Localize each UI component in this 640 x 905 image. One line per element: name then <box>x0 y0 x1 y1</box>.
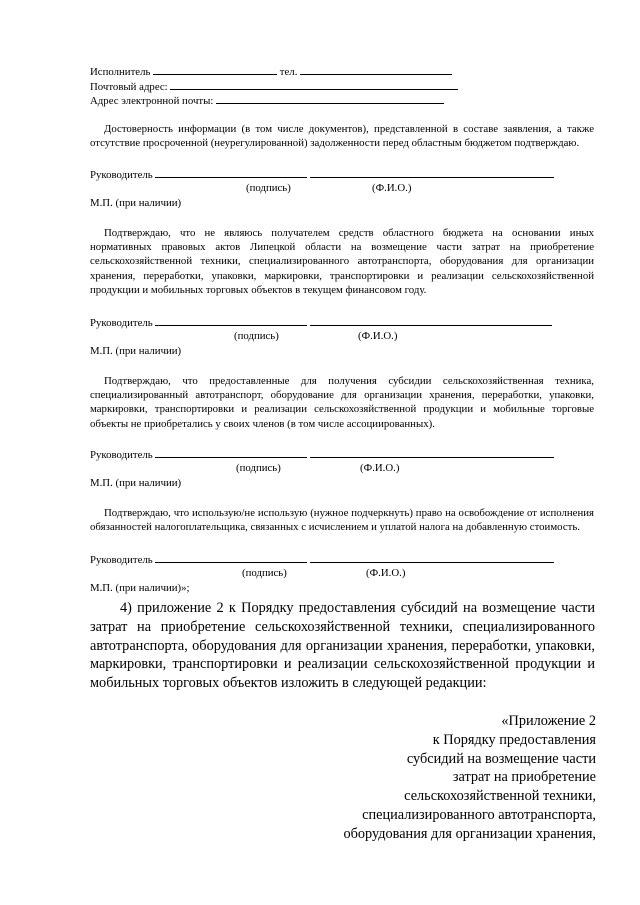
appendix-header <box>196 712 596 844</box>
appendix-line: сельскохозяйственной техники, <box>404 788 596 805</box>
head-label: Руководитель <box>90 449 153 461</box>
signature-field[interactable] <box>155 446 307 458</box>
email-label: Адрес электронной почты: <box>90 95 214 107</box>
name-field[interactable] <box>310 314 500 326</box>
name-field[interactable] <box>310 551 554 563</box>
signature-field[interactable] <box>155 314 307 326</box>
appendix-line: затрат на приобретение <box>452 769 596 786</box>
signature-field[interactable] <box>155 551 307 563</box>
name-field-ext[interactable] <box>500 314 552 326</box>
appendix-line: оборудования для организации хранения, <box>343 825 596 842</box>
amendment-text: 4) приложение 2 к Порядку предоставления субсидий на возмещение части затрат на приобретение сельскохозяйственной техники, специализированного автотранспорта, оборудования для организации хранения, переработки, упаковки, маркировки, транспортировки и реализации сельскохозяйственной продукции и мобильных торговых объектов изложить в следующей редакции: <box>90 600 595 692</box>
block1-text: Достоверность информации (в том числе документов), представленной в составе заявления, а также отсутствие просроченной (неурегулированной) задолженности перед областным бюджетом подтверждаю. <box>90 123 594 150</box>
postal-field[interactable] <box>170 78 458 90</box>
name-field[interactable] <box>310 446 554 458</box>
name-caption: (Ф.И.О.) <box>372 182 412 194</box>
sign-caption: (подпись) <box>236 462 281 474</box>
postal-label: Почтовый адрес: <box>90 81 168 93</box>
executor-label: Исполнитель <box>90 66 151 78</box>
phone-field[interactable] <box>300 63 452 75</box>
sign-caption: (подпись) <box>242 567 287 579</box>
phone-label: тел. <box>279 66 298 78</box>
block4-head-line <box>90 551 554 567</box>
appendix-line: к Порядку предоставления <box>432 731 596 748</box>
block3-head-line <box>90 446 554 462</box>
block3-text: Подтверждаю, что предоставленные для получения субсидии сельскохозяйственная техника, специализированный автотранспорт, оборудование для организации хранения, переработки, упаковки, маркировки, транспортировки и реализации сельскохозяйственной продукции и мобильные торговые объекты не приобретались у своих членов (в том числе ассоциированных). <box>90 375 594 430</box>
name-caption: (Ф.И.О.) <box>360 462 400 474</box>
head-label: Руководитель <box>90 554 153 566</box>
block2-head-line <box>90 314 552 330</box>
email-line <box>90 92 444 108</box>
appendix-line: специализированного автотранспорта, <box>362 806 596 823</box>
seal-note: М.П. (при наличии)»; <box>90 582 190 594</box>
head-label: Руководитель <box>90 317 153 329</box>
signature-field[interactable] <box>155 166 307 178</box>
appendix-line: «Приложение 2 <box>501 713 596 729</box>
name-field[interactable] <box>310 166 554 178</box>
executor-line <box>90 63 452 79</box>
sign-caption: (подпись) <box>246 182 291 194</box>
seal-note: М.П. (при наличии) <box>90 477 182 489</box>
name-caption: (Ф.И.О.) <box>358 330 398 342</box>
name-caption: (Ф.И.О.) <box>366 567 406 579</box>
appendix-line: субсидий на возмещение части <box>406 750 596 767</box>
head-label: Руководитель <box>90 169 153 181</box>
block2-text: Подтверждаю, что не являюсь получателем средств областного бюджета на основании иных нормативных правовых актов Липецкой области на возмещение части затрат на приобретение сельскохозяйственной техники, специализированного автотранспорта, оборудования для организации хранения, переработки, упаковки, маркировки, транспортировки и реализации сельскохозяйственной продукции и мобильных торговых объектов в текущем финансовом году. <box>90 227 594 296</box>
seal-note: М.П. (при наличии) <box>90 345 182 357</box>
block4-text: Подтверждаю, что использую/не использую (нужное подчеркнуть) право на освобождение от исполнения обязанностей налогоплательщика, связанных с исчислением и уплатой налога на добавленную стоимость. <box>90 507 594 534</box>
email-field[interactable] <box>216 92 444 104</box>
block1-head-line <box>90 166 554 182</box>
executor-field[interactable] <box>153 63 277 75</box>
seal-note: М.П. (при наличии) <box>90 197 182 209</box>
sign-caption: (подпись) <box>234 330 279 342</box>
